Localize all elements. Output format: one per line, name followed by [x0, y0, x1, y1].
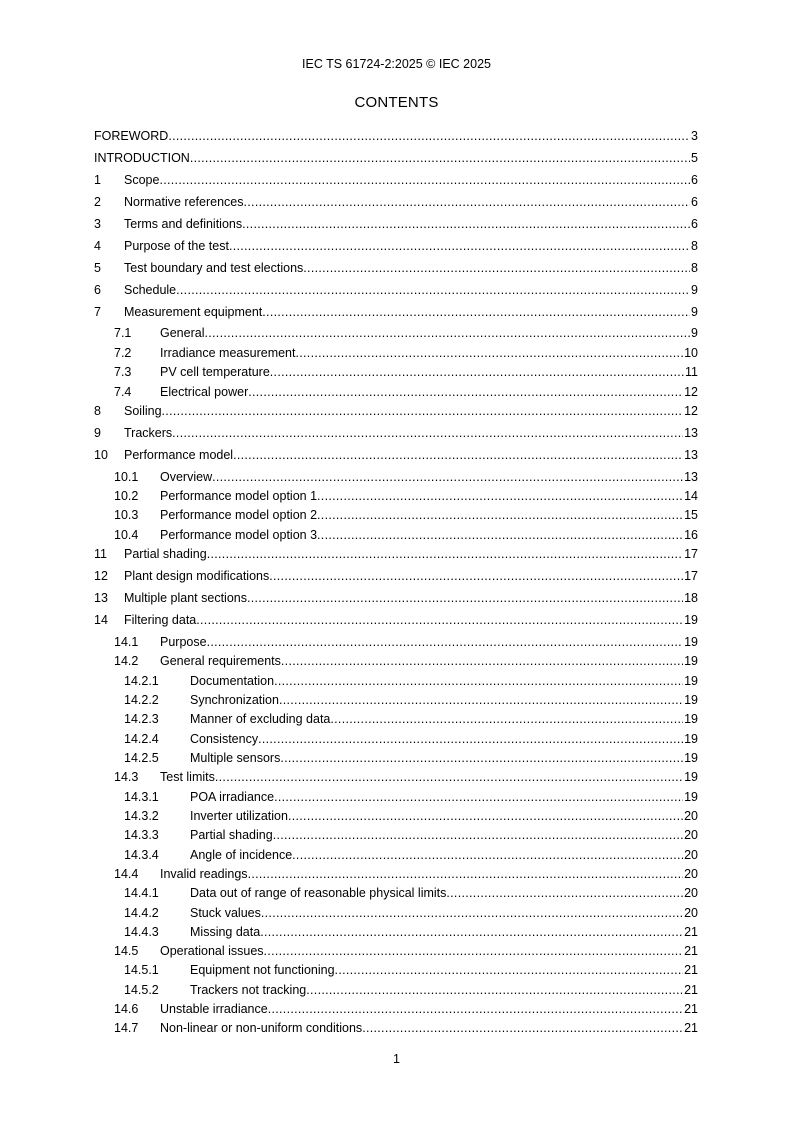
toc-entry-page: 21 — [684, 944, 698, 958]
toc-entry-number: 14.2.2 — [124, 693, 159, 707]
toc-dot-leader — [196, 612, 683, 628]
toc-dot-leader — [247, 590, 683, 606]
toc-entry-number: 14.3.4 — [124, 848, 159, 862]
toc-entry[interactable] — [94, 364, 698, 380]
document-header: IEC TS 61724-2:2025 © IEC 2025 — [302, 57, 491, 71]
toc-entry-title: Electrical power — [160, 385, 249, 399]
toc-entry-title: INTRODUCTION — [94, 151, 190, 165]
toc-dot-leader — [274, 673, 683, 689]
toc-entry-page: 19 — [684, 635, 698, 649]
toc-entry-number: 8 — [94, 404, 101, 418]
toc-entry-page: 8 — [691, 239, 698, 253]
toc-entry-title: Inverter utilization — [190, 809, 288, 823]
toc-entry-number: 7.4 — [114, 385, 132, 399]
toc-dot-leader — [262, 304, 690, 320]
toc-entry-page: 21 — [684, 963, 698, 977]
toc-entry[interactable] — [94, 425, 698, 441]
toc-entry-number: 14.3 — [114, 770, 139, 784]
toc-dot-leader — [176, 282, 690, 298]
toc-entry-title: Trackers not tracking — [190, 983, 307, 997]
toc-dot-leader — [281, 653, 683, 669]
toc-entry-title: Partial shading — [190, 828, 273, 842]
toc-entry-page: 17 — [684, 547, 698, 561]
toc-entry[interactable] — [94, 962, 698, 978]
toc-entry-title: Test boundary and test elections — [124, 261, 304, 275]
toc-entry[interactable] — [94, 612, 698, 628]
toc-entry-page: 20 — [684, 809, 698, 823]
toc-entry-title: Stuck values — [190, 906, 261, 920]
toc-dot-leader — [212, 469, 683, 485]
toc-entry-title: Schedule — [124, 283, 177, 297]
toc-entry-page: 19 — [684, 613, 698, 627]
toc-dot-leader — [258, 731, 683, 747]
toc-dot-leader — [317, 488, 683, 504]
toc-dot-leader — [268, 1001, 683, 1017]
toc-entry-title: General requirements — [160, 654, 281, 668]
toc-entry-number: 13 — [94, 591, 108, 605]
toc-dot-leader — [362, 1020, 683, 1036]
toc-dot-leader — [446, 885, 683, 901]
toc-dot-leader — [190, 150, 690, 166]
toc-entry-page: 19 — [684, 712, 698, 726]
toc-entry[interactable] — [94, 345, 698, 361]
toc-dot-leader — [269, 568, 683, 584]
toc-entry-number: 14.2.5 — [124, 751, 159, 765]
toc-entry[interactable] — [94, 507, 698, 523]
toc-entry-title: POA irradiance — [190, 790, 275, 804]
toc-dot-leader — [274, 789, 683, 805]
toc-entry-title: Missing data — [190, 925, 261, 939]
toc-entry-page: 9 — [691, 326, 698, 340]
toc-entry-title: Angle of incidence — [190, 848, 293, 862]
toc-entry-title: Test limits — [160, 770, 215, 784]
toc-entry-number: 6 — [94, 283, 101, 297]
toc-entry-number: 3 — [94, 217, 101, 231]
toc-entry[interactable] — [94, 527, 698, 543]
toc-entry-page: 5 — [691, 151, 698, 165]
toc-entry-page: 12 — [684, 404, 698, 418]
page-number: 1 — [393, 1052, 400, 1066]
toc-entry-title: Performance model option 1 — [160, 489, 318, 503]
toc-entry-title: Overview — [160, 470, 213, 484]
toc-entry-number: 12 — [94, 569, 108, 583]
toc-entry-page: 10 — [684, 346, 698, 360]
toc-entry[interactable] — [94, 304, 698, 320]
toc-entry[interactable] — [94, 488, 698, 504]
toc-dot-leader — [261, 905, 683, 921]
toc-entry-number: 7 — [94, 305, 101, 319]
toc-entry-page: 17 — [684, 569, 698, 583]
toc-entry-page: 19 — [684, 770, 698, 784]
toc-entry-title: Multiple plant sections — [124, 591, 247, 605]
toc-dot-leader — [172, 425, 683, 441]
toc-entry-page: 6 — [691, 173, 698, 187]
toc-dot-leader — [306, 982, 683, 998]
toc-entry-number: 14.4.3 — [124, 925, 159, 939]
toc-entry[interactable] — [94, 769, 698, 785]
toc-entry-title: Performance model option 3 — [160, 528, 318, 542]
toc-entry-title: FOREWORD — [94, 129, 169, 143]
toc-entry-page: 21 — [684, 925, 698, 939]
toc-entry-page: 9 — [691, 305, 698, 319]
toc-entry[interactable] — [94, 885, 698, 901]
toc-entry-number: 9 — [94, 426, 101, 440]
toc-entry-number: 14.3.2 — [124, 809, 159, 823]
toc-entry-number: 14.2.1 — [124, 674, 159, 688]
toc-entry-page: 20 — [684, 828, 698, 842]
toc-entry-number: 10.2 — [114, 489, 139, 503]
toc-entry[interactable] — [94, 827, 698, 843]
toc-entry-page: 20 — [684, 906, 698, 920]
toc-entry-title: Plant design modifications — [124, 569, 270, 583]
toc-entry[interactable] — [94, 653, 698, 669]
toc-entry-title: Data out of range of reasonable physical limits — [190, 886, 447, 900]
toc-dot-leader — [260, 924, 683, 940]
toc-dot-leader — [295, 345, 683, 361]
toc-dot-leader — [159, 172, 690, 188]
toc-dot-leader — [242, 216, 690, 232]
toc-entry-number: 14.3.3 — [124, 828, 159, 842]
toc-entry[interactable] — [94, 1020, 698, 1036]
toc-entry-number: 14.5 — [114, 944, 139, 958]
toc-entry-page: 3 — [691, 129, 698, 143]
toc-entry-page: 16 — [684, 528, 698, 542]
toc-entry[interactable] — [94, 943, 698, 959]
toc-entry[interactable] — [94, 403, 698, 419]
toc-entry[interactable] — [94, 847, 698, 863]
toc-dot-leader — [330, 711, 683, 727]
toc-entry-number: 14.4.1 — [124, 886, 159, 900]
toc-entry-page: 14 — [684, 489, 698, 503]
toc-dot-leader — [215, 769, 683, 785]
toc-entry-page: 19 — [684, 693, 698, 707]
toc-entry[interactable] — [94, 194, 698, 210]
toc-entry-number: 14.2.3 — [124, 712, 159, 726]
toc-entry-page: 9 — [691, 283, 698, 297]
toc-entry-page: 13 — [684, 470, 698, 484]
toc-entry[interactable] — [94, 469, 698, 485]
toc-entry-title: Irradiance measurement — [160, 346, 296, 360]
toc-entry-title: Trackers — [124, 426, 173, 440]
toc-entry-title: Soiling — [124, 404, 162, 418]
toc-entry-number: 10.3 — [114, 508, 139, 522]
toc-entry-page: 6 — [691, 217, 698, 231]
toc-entry-number: 14.1 — [114, 635, 139, 649]
toc-entry-title: Performance model — [124, 448, 234, 462]
toc-entry-page: 19 — [684, 732, 698, 746]
toc-entry-page: 20 — [684, 848, 698, 862]
toc-entry[interactable] — [94, 590, 698, 606]
toc-entry-number: 10.4 — [114, 528, 139, 542]
toc-entry-number: 11 — [94, 547, 107, 561]
toc-entry[interactable] — [94, 750, 698, 766]
toc-dot-leader — [162, 403, 684, 419]
toc-entry-title: General — [160, 326, 205, 340]
toc-entry[interactable] — [94, 150, 698, 166]
toc-dot-leader — [207, 546, 683, 562]
toc-entry-number: 7.3 — [114, 365, 132, 379]
toc-entry-title: Scope — [124, 173, 160, 187]
page-title: CONTENTS — [354, 94, 439, 111]
toc-entry[interactable] — [94, 238, 698, 254]
toc-dot-leader — [317, 527, 683, 543]
toc-dot-leader — [229, 238, 690, 254]
toc-entry[interactable] — [94, 546, 698, 562]
toc-entry-page: 19 — [684, 654, 698, 668]
toc-entry-page: 21 — [684, 983, 698, 997]
toc-entry-title: Measurement equipment — [124, 305, 263, 319]
toc-entry-page: 18 — [684, 591, 698, 605]
toc-entry[interactable] — [94, 673, 698, 689]
toc-entry-page: 13 — [684, 426, 698, 440]
toc-entry[interactable] — [94, 982, 698, 998]
toc-entry-number: 14.3.1 — [124, 790, 159, 804]
toc-dot-leader — [288, 808, 683, 824]
toc-dot-leader — [248, 866, 684, 882]
toc-entry[interactable] — [94, 568, 698, 584]
toc-entry-page: 20 — [684, 867, 698, 881]
toc-entry-title: PV cell temperature — [160, 365, 270, 379]
toc-entry[interactable] — [94, 260, 698, 276]
toc-entry-page: 20 — [684, 886, 698, 900]
toc-dot-leader — [207, 634, 684, 650]
toc-entry-number: 2 — [94, 195, 101, 209]
toc-entry-number: 10.1 — [114, 470, 139, 484]
toc-entry-number: 10 — [94, 448, 108, 462]
toc-dot-leader — [233, 447, 683, 463]
toc-entry[interactable] — [94, 384, 698, 400]
toc-dot-leader — [317, 507, 683, 523]
toc-entry-number: 7.2 — [114, 346, 132, 360]
toc-entry-title: Unstable irradiance — [160, 1002, 268, 1016]
toc-entry-page: 19 — [684, 674, 698, 688]
toc-entry-page: 6 — [691, 195, 698, 209]
toc-dot-leader — [335, 962, 684, 978]
toc-entry[interactable] — [94, 282, 698, 298]
toc-dot-leader — [280, 750, 683, 766]
toc-dot-leader — [292, 847, 683, 863]
toc-dot-leader — [273, 827, 683, 843]
toc-entry-title: Multiple sensors — [190, 751, 281, 765]
toc-entry[interactable] — [94, 172, 698, 188]
toc-entry[interactable] — [94, 808, 698, 824]
toc-entry[interactable] — [94, 128, 698, 144]
toc-entry-title: Synchronization — [190, 693, 279, 707]
toc-entry-title: Equipment not functioning — [190, 963, 335, 977]
toc-entry-page: 21 — [684, 1021, 698, 1035]
toc-entry-page: 11 — [685, 365, 698, 379]
toc-entry-page: 12 — [684, 385, 698, 399]
toc-entry-title: Manner of excluding data — [190, 712, 331, 726]
toc-entry-page: 21 — [684, 1002, 698, 1016]
toc-entry-number: 14.4.2 — [124, 906, 159, 920]
toc-dot-leader — [248, 384, 683, 400]
toc-entry-page: 19 — [684, 751, 698, 765]
toc-entry-title: Performance model option 2 — [160, 508, 318, 522]
toc-entry-title: Purpose — [160, 635, 207, 649]
toc-entry-title: Documentation — [190, 674, 275, 688]
toc-entry[interactable] — [94, 731, 698, 747]
toc-entry-number: 14.7 — [114, 1021, 139, 1035]
toc-entry-number: 14.2 — [114, 654, 139, 668]
toc-entry-number: 14 — [94, 613, 108, 627]
toc-entry-page: 15 — [684, 508, 698, 522]
toc-entry-title: Normative references — [124, 195, 244, 209]
toc-entry[interactable] — [94, 866, 698, 882]
toc-dot-leader — [270, 364, 684, 380]
toc-dot-leader — [168, 128, 690, 144]
toc-entry-title: Invalid readings — [160, 867, 248, 881]
toc-entry[interactable] — [94, 634, 698, 650]
toc-entry-page: 19 — [684, 790, 698, 804]
toc-entry-page: 13 — [684, 448, 698, 462]
toc-entry-title: Non-linear or non-uniform conditions — [160, 1021, 363, 1035]
toc-entry[interactable] — [94, 1001, 698, 1017]
toc-entry-page: 8 — [691, 261, 698, 275]
toc-entry-title: Purpose of the test — [124, 239, 229, 253]
toc-entry-number: 14.5.1 — [124, 963, 159, 977]
toc-entry[interactable] — [94, 325, 698, 341]
toc-entry[interactable] — [94, 789, 698, 805]
toc-entry-number: 5 — [94, 261, 101, 275]
toc-entry[interactable] — [94, 924, 698, 940]
toc-entry[interactable] — [94, 692, 698, 708]
toc-entry-number: 14.2.4 — [124, 732, 159, 746]
toc-entry[interactable] — [94, 905, 698, 921]
toc-entry-number: 4 — [94, 239, 101, 253]
toc-entry-title: Terms and definitions — [124, 217, 243, 231]
toc-entry-title: Consistency — [190, 732, 259, 746]
toc-entry-title: Partial shading — [124, 547, 207, 561]
toc-dot-leader — [244, 194, 691, 210]
toc-dot-leader — [279, 692, 683, 708]
toc-dot-leader — [264, 943, 684, 959]
toc-entry-number: 14.6 — [114, 1002, 139, 1016]
toc-entry-number: 14.5.2 — [124, 983, 159, 997]
toc-entry-number: 14.4 — [114, 867, 139, 881]
toc-entry-number: 1 — [94, 173, 101, 187]
toc-dot-leader — [204, 325, 690, 341]
toc-entry[interactable] — [94, 447, 698, 463]
toc-entry-title: Filtering data — [124, 613, 197, 627]
toc-entry-number: 7.1 — [114, 326, 132, 340]
toc-entry[interactable] — [94, 711, 698, 727]
toc-entry[interactable] — [94, 216, 698, 232]
toc-dot-leader — [303, 260, 690, 276]
toc-entry-title: Operational issues — [160, 944, 264, 958]
